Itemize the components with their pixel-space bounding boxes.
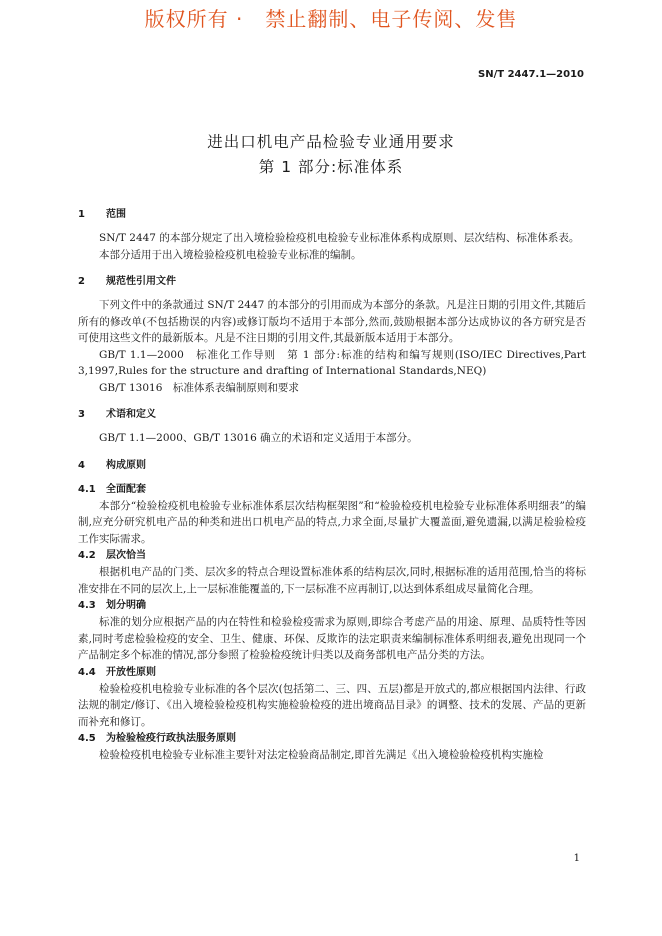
section-1-heading — [78, 205, 586, 225]
section-number: 2 — [78, 276, 85, 287]
section-title: 构成原则 — [106, 459, 146, 471]
subsection-title: 层次恰当 — [106, 550, 146, 561]
subsection-4-3-heading — [78, 597, 586, 614]
section-1-paragraph-2: 本部分适用于出入境检验检疫机电检验专业标准的编制。 — [99, 248, 362, 261]
subsection-number: 4.5 — [78, 733, 96, 744]
title-line-1: 进出口机电产品检验专业通用要求 — [207, 133, 455, 151]
subsection-4-4-heading — [78, 664, 586, 681]
section-number: 1 — [78, 209, 85, 220]
subsection-4-2-heading — [78, 547, 586, 564]
subsection-4-4-paragraph: 检验检疫机电检验专业标准的各个层次(包括第二、三、四、五层)都是开放式的,都应根据国内法律、行政法规的制定/修订、《出入境检验检疫机构实施检验检疫的进出境商品目录》的调整、技术的发展、产品的更新而补充和修订。 — [78, 682, 586, 728]
title-line-2: 第 1 部分:标准体系 — [258, 158, 404, 176]
subsection-4-1-heading — [78, 481, 586, 498]
section-2-paragraph-1: 下列文件中的条款通过 SN/T 2447 的本部分的引用而成为本部分的条款。凡是注日期的引用文件,其随后所有的修改单(不包括勘误的内容)或修订版均不适用于本部分,然而,鼓励根据本部分达成协议的各方研究是否可使用这些文件的最新版本。凡是不注日期的引用文件,其最新版本适用于本部分。 — [78, 299, 586, 344]
standard-code: SN/T 2447.1—2010 — [478, 69, 584, 80]
subsection-4-5-heading — [78, 730, 586, 747]
subsection-number: 4.3 — [78, 600, 96, 611]
section-2-heading — [78, 272, 586, 292]
subsection-number: 4.2 — [78, 550, 96, 561]
subsection-4-2-paragraph: 根据机电产品的门类、层次多的特点合理设置标准体系的结构层次,同时,根据标准的适用范围,恰当的将标准安排在不同的层次上,上一层标准能覆盖的,下一层标准不应再制订,以达到体系组成尽量简化合理。 — [78, 566, 586, 595]
section-4-heading — [78, 456, 586, 476]
document-title — [0, 130, 662, 180]
subsection-number: 4.4 — [78, 666, 96, 678]
normative-reference-1: GB/T 1.1—2000 标准化工作导则 第 1 部分:标准的结构和编写规则(ISO/IEC Directives,Part 3,1997,Rules for the structure and drafting of International Standards,NEQ) — [78, 348, 586, 377]
subsection-title: 全面配套 — [106, 483, 146, 495]
subsection-number: 4.1 — [78, 483, 96, 495]
section-3-heading — [78, 405, 586, 425]
subsection-4-5-paragraph: 检验检疫机电检验专业标准主要针对法定检验商品制定,即首先满足《出入境检验检疫机构实施检 — [99, 749, 544, 761]
copyright-watermark: 版权所有 · 禁止翻制、电子传阅、发售 — [144, 7, 518, 31]
subsection-title: 划分明确 — [106, 600, 146, 611]
normative-reference-2: GB/T 13016 标准体系表编制原则和要求 — [99, 381, 299, 394]
section-title: 规范性引用文件 — [106, 276, 176, 287]
subsection-4-1-paragraph: 本部分“检验检疫机电检验专业标准体系层次结构框架图”和“检验检疫机电检验专业标准体系明细表”的编制,应充分研究机电产品的种类和进出口机电产品的特点,力求全面,尽量扩大覆盖面,避免遗漏,以满足检验检疫工作实际需求。 — [78, 499, 586, 545]
section-number: 3 — [78, 409, 85, 420]
section-3-paragraph-1: GB/T 1.1—2000、GB/T 13016 确立的术语和定义适用于本部分。 — [99, 432, 418, 444]
section-title: 术语和定义 — [106, 409, 156, 420]
document-body — [78, 205, 586, 764]
section-number: 4 — [78, 459, 85, 471]
section-1-paragraph-1: SN/T 2447 的本部分规定了出入境检验检疫机电检验专业标准体系构成原则、层次结构、标准体系表。 — [99, 232, 580, 244]
section-title: 范围 — [106, 209, 126, 220]
subsection-title: 为检验检疫行政执法服务原则 — [106, 733, 236, 744]
page-number: 1 — [573, 853, 580, 864]
subsection-title: 开放性原则 — [106, 666, 156, 678]
subsection-4-3-paragraph: 标准的划分应根据产品的内在特性和检验检疫需求为原则,即综合考虑产品的用途、原理、品质特性等因素,同时考虑检验检疫的安全、卫生、健康、环保、反欺诈的法定职责来编制标准体系明细表,避免出现同一个产品制定多个标准的情况,部分参照了检验检疫统计归类以及商务部机电产品分类的方法。 — [78, 616, 586, 661]
